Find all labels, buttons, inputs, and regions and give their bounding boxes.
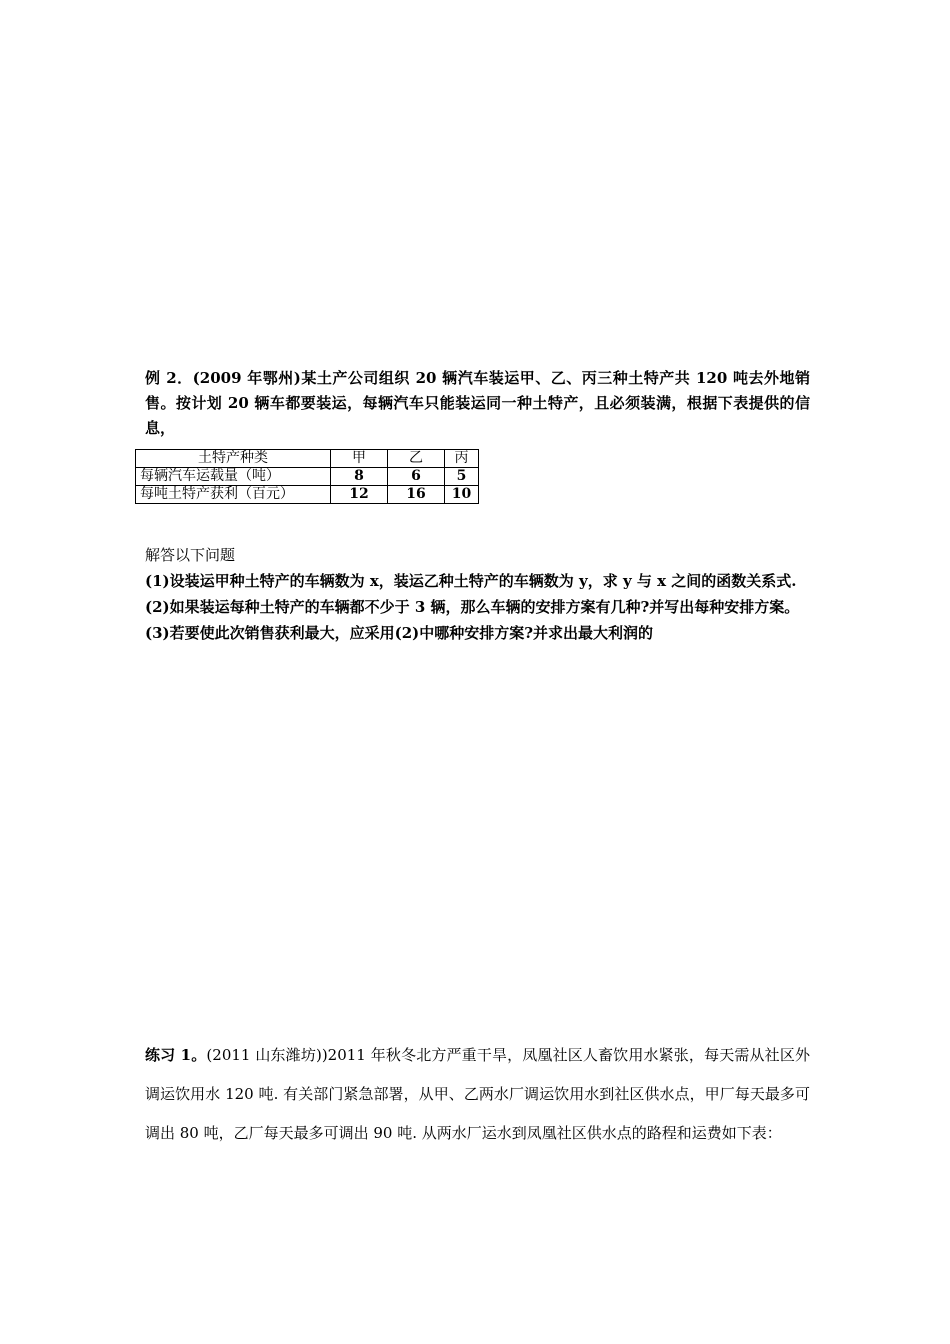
example-2-problem [145,366,810,441]
specialty-products-table [135,449,479,504]
table-cell: 5 [445,468,479,486]
table-header-row [136,450,479,468]
table-header-cell: 土特产种类 [136,450,331,468]
table-row [136,486,479,504]
table-header-cell: 甲 [331,450,388,468]
table-row-label: 每辆汽车运载量（吨） [136,468,331,486]
questions-intro: 解答以下问题 [145,546,236,564]
example-2-text: 例 2．(2009 年鄂州)某土产公司组织 20 辆汽车装运甲、乙、丙三种土特产共 120 吨去外地销售。按计划 20 辆车都要装运，每辆汽车只能装运同一种土特产，且必须装满，根据下表提供的信息， [145,369,810,437]
table-cell: 10 [445,486,479,504]
question-1: (1)设装运甲种土特产的车辆数为 x，装运乙种土特产的车辆数为 y，求 y 与 x 之间的函数关系式. [145,572,797,590]
table-cell: 8 [331,468,388,486]
table-cell: 16 [388,486,445,504]
practice-1-text: (2011 山东潍坊))2011 年秋冬北方严重干旱，凤凰社区人畜饮用水紧张，每天需从社区外调运饮用水 120 吨. 有关部门紧急部署，从甲、乙两水厂调运饮用水到社区供水点，甲厂每天最多可调出 80 吨，乙厂每天最多可调出 90 吨. 从两水厂运水到凤凰社区供水点的路程和运费如下表： [145,1046,810,1142]
table-cell: 6 [388,468,445,486]
question-2: (2)如果装运每种土特产的车辆都不少于 3 辆，那么车辆的安排方案有几种?并写出每种安排方案。 [145,598,800,616]
table-cell: 12 [331,486,388,504]
question-3: (3)若要使此次销售获利最大，应采用(2)中哪种安排方案?并求出最大利润的 [145,624,654,642]
practice-1-tag: 练习 1。 [145,1046,207,1064]
table-header-cell: 丙 [445,450,479,468]
table-row-label: 每吨土特产获利（百元） [136,486,331,504]
table-header-cell: 乙 [388,450,445,468]
questions-section [145,542,810,646]
practice-1-problem [145,1036,810,1153]
table-row [136,468,479,486]
